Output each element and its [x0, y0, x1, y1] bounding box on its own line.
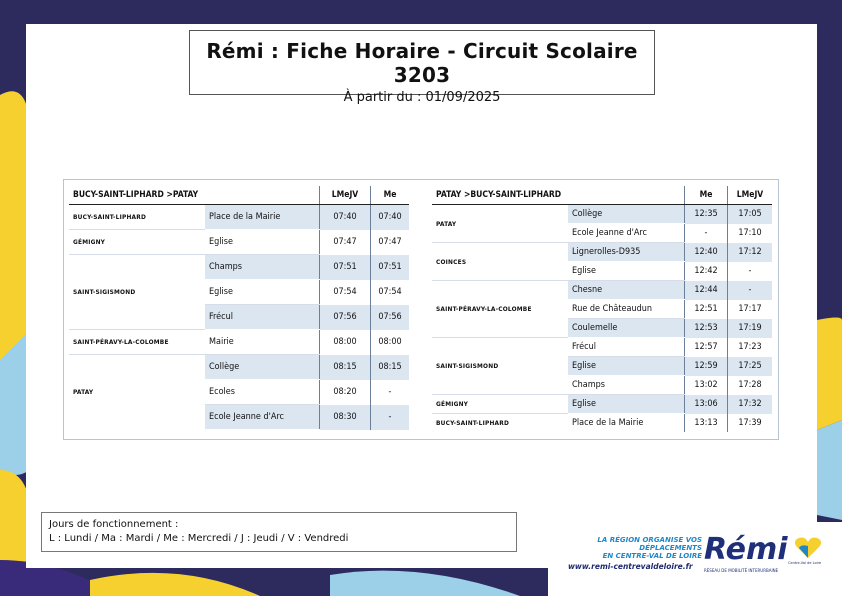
stop-cell: Ecoles — [205, 380, 320, 405]
time-cell: - — [728, 262, 773, 281]
stop-cell: Lignerolles-D935 — [568, 243, 685, 262]
legend-title: Jours de fonctionnement : — [49, 519, 179, 530]
direction-header: PATAY >BUCY-SAINT-LIPHARD — [432, 186, 685, 205]
time-cell: 07:56 — [371, 305, 410, 330]
day-column-header: LMeJV — [320, 186, 371, 205]
logo-tagline: RÉSEAU DE MOBILITÉ INTERURBAINE — [704, 568, 779, 573]
city-cell: GÉMIGNY — [69, 230, 205, 255]
stop-cell: Eglise — [568, 395, 685, 414]
time-cell: 12:42 — [685, 262, 728, 281]
legend-days: L : Lundi / Ma : Mardi / Me : Mercredi / J : Jeudi / V : Vendredi — [49, 533, 349, 544]
stop-cell: Champs — [568, 376, 685, 395]
region-tagline — [556, 536, 702, 560]
time-cell: 08:30 — [320, 405, 371, 430]
time-cell: 17:23 — [728, 338, 773, 357]
city-cell: PATAY — [432, 205, 568, 243]
time-cell: 17:10 — [728, 224, 773, 243]
time-cell: 07:51 — [371, 255, 410, 280]
time-cell: 07:40 — [320, 205, 371, 230]
timetable-outbound — [69, 186, 409, 430]
stop-cell: Collège — [205, 355, 320, 380]
day-column-header: Me — [685, 186, 728, 205]
time-cell: 13:02 — [685, 376, 728, 395]
timetable-return — [432, 186, 772, 432]
stop-cell: Eglise — [568, 262, 685, 281]
time-cell: 12:51 — [685, 300, 728, 319]
time-cell: 17:25 — [728, 357, 773, 376]
time-cell: 17:32 — [728, 395, 773, 414]
title-box — [189, 30, 655, 105]
region-badge-label: Centre-Val de Loire — [788, 561, 822, 565]
stop-cell: Frécul — [568, 338, 685, 357]
time-cell: 17:12 — [728, 243, 773, 262]
website-link[interactable]: www.remi-centrevaldeloire.fr — [568, 562, 693, 571]
city-cell: SAINT-PÉRAVY-LA-COLOMBE — [69, 330, 205, 355]
footer-branding — [548, 522, 842, 596]
legend-box — [41, 512, 517, 552]
time-cell: 12:53 — [685, 319, 728, 338]
time-cell: 12:40 — [685, 243, 728, 262]
city-cell: SAINT-SIGISMOND — [432, 338, 568, 395]
region-tagline-line2: EN CENTRE-VAL DE LOIRE — [602, 552, 702, 560]
stop-cell: Eglise — [568, 357, 685, 376]
time-cell: 07:56 — [320, 305, 371, 330]
time-cell: - — [685, 224, 728, 243]
city-cell: COINCES — [432, 243, 568, 281]
stop-cell: Rue de Châteaudun — [568, 300, 685, 319]
time-cell: 07:54 — [371, 280, 410, 305]
stop-cell: Chesne — [568, 281, 685, 300]
time-cell: 17:28 — [728, 376, 773, 395]
stop-cell: Champs — [205, 255, 320, 280]
time-cell: 13:13 — [685, 414, 728, 433]
stop-cell: Mairie — [205, 330, 320, 355]
stop-cell: Coulemelle — [568, 319, 685, 338]
stop-cell: Ecole Jeanne d'Arc — [568, 224, 685, 243]
region-tagline-line1: LA RÉGION ORGANISE VOS DÉPLACEMENTS — [597, 536, 702, 552]
time-cell: 08:15 — [371, 355, 410, 380]
time-cell: 07:40 — [371, 205, 410, 230]
time-cell: 12:57 — [685, 338, 728, 357]
time-cell: 08:00 — [320, 330, 371, 355]
stop-cell: Place de la Mairie — [205, 205, 320, 230]
time-cell: 17:39 — [728, 414, 773, 433]
city-cell: GÉMIGNY — [432, 395, 568, 414]
stop-cell: Collège — [568, 205, 685, 224]
stop-cell: Frécul — [205, 305, 320, 330]
time-cell: 12:44 — [685, 281, 728, 300]
time-cell: 12:59 — [685, 357, 728, 376]
day-column-header: Me — [371, 186, 410, 205]
time-cell: 07:54 — [320, 280, 371, 305]
city-cell: BUCY-SAINT-LIPHARD — [69, 205, 205, 230]
time-cell: 17:17 — [728, 300, 773, 319]
time-cell: - — [728, 281, 773, 300]
stop-cell: Eglise — [205, 280, 320, 305]
page-subtitle: À partir du : 01/09/2025 — [343, 90, 501, 105]
time-cell: 08:00 — [371, 330, 410, 355]
time-cell: 12:35 — [685, 205, 728, 224]
time-cell: 17:05 — [728, 205, 773, 224]
city-cell: SAINT-PÉRAVY-LA-COLOMBE — [432, 281, 568, 338]
direction-header: BUCY-SAINT-LIPHARD >PATAY — [69, 186, 320, 205]
stop-cell: Ecole Jeanne d'Arc — [205, 405, 320, 430]
stop-cell: Eglise — [205, 230, 320, 255]
city-cell: BUCY-SAINT-LIPHARD — [436, 419, 510, 427]
region-heart-icon — [793, 536, 823, 560]
time-cell: 13:06 — [685, 395, 728, 414]
remi-logo: Rémi — [704, 532, 788, 567]
time-cell: 07:51 — [320, 255, 371, 280]
time-cell: 08:15 — [320, 355, 371, 380]
stop-cell: Place de la Mairie — [568, 414, 685, 433]
time-cell: 07:47 — [320, 230, 371, 255]
time-cell: - — [371, 405, 410, 430]
city-cell: PATAY — [73, 388, 94, 397]
day-column-header: LMeJV — [728, 186, 773, 205]
time-cell: 07:47 — [371, 230, 410, 255]
city-cell: SAINT-SIGISMOND — [69, 255, 205, 330]
time-cell: 17:19 — [728, 319, 773, 338]
time-cell: 08:20 — [320, 380, 371, 405]
time-cell: - — [371, 380, 410, 405]
page-title: Rémi : Fiche Horaire - Circuit Scolaire 3203 — [206, 39, 638, 87]
